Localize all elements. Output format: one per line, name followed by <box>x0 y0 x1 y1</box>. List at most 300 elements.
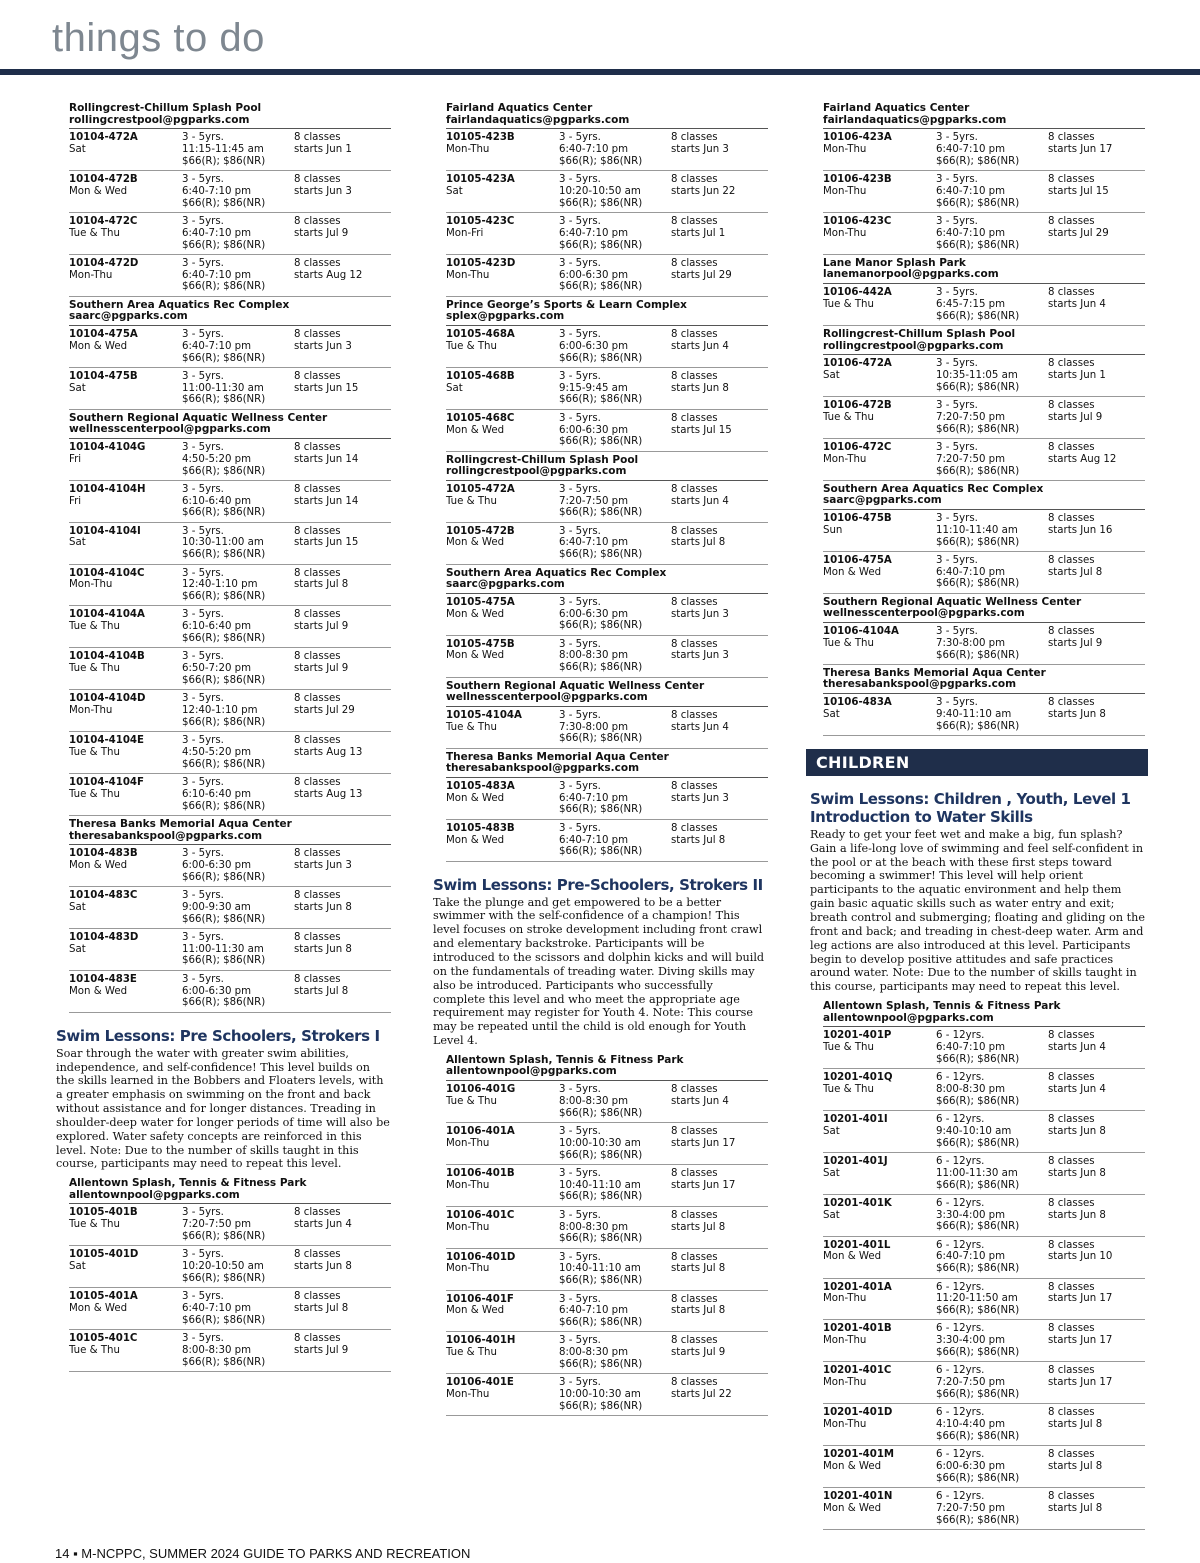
venue-header <box>823 998 1145 1027</box>
class-id: 10106-423C <box>823 215 892 227</box>
class-id-cell <box>69 1249 182 1284</box>
class-schedule-cell <box>1048 513 1145 548</box>
class-time: 6:00-6:30 pm <box>182 859 252 871</box>
class-days: Sat <box>823 1167 840 1179</box>
class-count: 8 classes <box>1048 512 1095 524</box>
class-id: 10105-468A <box>446 328 515 340</box>
class-schedule-cell <box>294 609 391 644</box>
venue-header <box>446 297 768 326</box>
class-count: 8 classes <box>671 328 718 340</box>
class-id: 10106-475B <box>823 512 892 524</box>
class-days: Mon & Wed <box>823 1251 882 1263</box>
class-id-cell <box>823 1491 936 1526</box>
class-start: starts Jul 1 <box>671 227 726 239</box>
class-start: starts Jun 17 <box>1048 1335 1113 1347</box>
class-count: 8 classes <box>671 638 718 650</box>
class-id-cell <box>69 442 182 477</box>
class-fee: $66(R); $86(NR) <box>182 633 266 645</box>
class-listing-row <box>446 1291 768 1333</box>
class-days: Tue & Thu <box>823 1083 874 1095</box>
class-details-cell <box>559 1126 671 1161</box>
class-start: starts Jul 22 <box>671 1389 732 1401</box>
class-time: 9:40-11:10 am <box>936 708 1012 720</box>
class-listing-row <box>69 255 391 297</box>
class-id: 10104-483D <box>69 931 139 943</box>
class-count: 8 classes <box>1048 174 1095 186</box>
class-id: 10106-472C <box>823 441 892 453</box>
class-details-cell <box>182 132 294 167</box>
class-fee: $66(R); $86(NR) <box>559 281 643 293</box>
class-time: 6:45-7:15 pm <box>936 298 1006 310</box>
class-count: 8 classes <box>671 822 718 834</box>
venue-header <box>823 255 1145 284</box>
class-id: 10105-423D <box>446 257 516 269</box>
class-schedule-cell <box>294 132 391 167</box>
class-listing-row <box>69 481 391 523</box>
class-id: 10106-472B <box>823 400 892 412</box>
class-days: Mon-Thu <box>446 1263 490 1275</box>
class-details-cell <box>559 1335 671 1370</box>
class-listing-row <box>69 929 391 971</box>
class-age: 3 - 5yrs. <box>559 174 601 186</box>
class-time: 10:40-11:10 am <box>559 1263 641 1275</box>
class-days: Tue & Thu <box>446 340 497 352</box>
class-age: 3 - 5yrs. <box>559 1209 601 1221</box>
class-id: 10104-472B <box>69 174 138 186</box>
class-count: 8 classes <box>671 1209 718 1221</box>
class-schedule-cell <box>1048 1491 1145 1526</box>
class-schedule-cell <box>671 216 768 251</box>
class-age: 3 - 5yrs. <box>182 483 224 495</box>
class-id: 10106-401H <box>446 1335 516 1347</box>
page-footer: 14 ▪ M-NCPPC, SUMMER 2024 GUIDE TO PARKS AND RECREATION <box>55 1546 471 1561</box>
class-start: starts Jun 1 <box>294 143 352 155</box>
class-id: 10201-401J <box>823 1155 888 1167</box>
venue-email: wellnesscenterpool@pgparks.com <box>69 423 271 436</box>
class-count: 8 classes <box>294 1249 341 1261</box>
class-fee: $66(R); $86(NR) <box>559 1400 643 1412</box>
class-start: starts Jul 8 <box>294 1303 349 1315</box>
class-fee: $66(R); $86(NR) <box>559 155 643 167</box>
class-time: 8:00-8:30 pm <box>182 1344 252 1356</box>
class-id-cell <box>823 697 936 732</box>
class-id-cell <box>446 823 559 858</box>
class-days: Tue & Thu <box>69 663 120 675</box>
class-details-cell <box>936 697 1048 732</box>
class-listing-row <box>823 1237 1145 1279</box>
class-fee: $66(R); $86(NR) <box>559 549 643 561</box>
class-schedule-cell <box>1048 1365 1145 1400</box>
class-details-cell <box>559 823 671 858</box>
class-id-cell <box>69 174 182 209</box>
class-listing-row <box>69 606 391 648</box>
class-id-cell <box>446 526 559 561</box>
class-id: 10105-483B <box>446 822 515 834</box>
class-age: 6 - 12yrs. <box>936 1323 985 1335</box>
class-schedule-cell <box>1048 1407 1145 1442</box>
class-age: 3 - 5yrs. <box>559 132 601 144</box>
class-listing-row <box>823 213 1145 255</box>
class-time: 7:20-7:50 pm <box>936 1377 1006 1389</box>
venue-name: Allentown Splash, Tennis & Fitness Park <box>446 1053 684 1066</box>
class-schedule-cell <box>294 1249 391 1284</box>
class-time: 10:35-11:05 am <box>936 369 1018 381</box>
venue-email: wellnesscenterpool@pgparks.com <box>446 691 648 704</box>
class-schedule-cell <box>294 735 391 770</box>
class-time: 6:10-6:40 pm <box>182 788 252 800</box>
class-days: Sat <box>823 1209 840 1221</box>
class-days: Tue & Thu <box>69 621 120 633</box>
venue-name: Allentown Splash, Tennis & Fitness Park <box>69 1177 307 1190</box>
class-id-cell <box>69 1333 182 1368</box>
class-id-cell <box>823 555 936 590</box>
class-id-cell <box>823 1030 936 1065</box>
class-days: Mon-Thu <box>69 269 113 281</box>
class-schedule-cell <box>294 890 391 925</box>
class-listing-row <box>69 1246 391 1288</box>
class-start: starts Jun 8 <box>294 901 352 913</box>
class-schedule-cell <box>1048 174 1145 209</box>
class-id-cell <box>823 1156 936 1191</box>
class-listing-row <box>69 732 391 774</box>
class-time: 6:40-7:10 pm <box>936 566 1006 578</box>
class-fee: $66(R); $86(NR) <box>182 800 266 812</box>
class-id: 10201-401N <box>823 1491 893 1503</box>
class-start: starts Jul 8 <box>294 985 349 997</box>
class-schedule-cell <box>671 597 768 632</box>
class-details-cell <box>182 1249 294 1284</box>
venue-name: Theresa Banks Memorial Aqua Center <box>69 817 292 830</box>
class-id-cell <box>446 639 559 674</box>
class-listing-row <box>446 636 768 678</box>
class-age: 3 - 5yrs. <box>182 735 224 747</box>
class-time: 6:40-7:10 pm <box>559 792 629 804</box>
class-id-cell <box>823 1240 936 1275</box>
class-fee: $66(R); $86(NR) <box>936 1305 1020 1317</box>
class-days: Mon-Thu <box>823 185 867 197</box>
class-details-cell <box>936 1114 1048 1149</box>
class-fee: $66(R); $86(NR) <box>559 733 643 745</box>
class-days: Mon-Thu <box>823 1335 867 1347</box>
venue-email: allentownpool@pgparks.com <box>446 1065 617 1078</box>
class-start: starts Jun 10 <box>1048 1251 1113 1263</box>
class-details-cell <box>936 1491 1048 1526</box>
class-id: 10105-401B <box>69 1207 138 1219</box>
class-days: Mon & Wed <box>823 1502 882 1514</box>
class-count: 8 classes <box>671 174 718 186</box>
class-id-cell <box>446 597 559 632</box>
class-time: 11:20-11:50 am <box>936 1293 1018 1305</box>
class-age: 3 - 5yrs. <box>182 651 224 663</box>
class-count: 8 classes <box>294 132 341 144</box>
venue-name: Fairland Aquatics Center fairlandaquatics@pgparks.com <box>446 102 630 126</box>
class-id-cell <box>446 413 559 448</box>
class-id-cell <box>446 1377 559 1412</box>
class-age: 3 - 5yrs. <box>559 596 601 608</box>
class-details-cell <box>182 371 294 406</box>
class-listing-row <box>823 510 1145 552</box>
class-age: 3 - 5yrs. <box>559 1293 601 1305</box>
class-fee: $66(R); $86(NR) <box>182 155 266 167</box>
class-listing-row <box>446 707 768 749</box>
class-fee: $66(R); $86(NR) <box>559 804 643 816</box>
class-count: 8 classes <box>671 780 718 792</box>
class-id-cell <box>69 568 182 603</box>
class-details-cell <box>936 1407 1048 1442</box>
venue-name: Rollingcrest-Chillum Splash Pool <box>69 102 262 114</box>
class-start: starts Jul 9 <box>1048 411 1103 423</box>
class-start: starts Jun 1 <box>1048 369 1106 381</box>
class-age: 3 - 5yrs. <box>559 1167 601 1179</box>
venue-email: saarc@pgparks.com <box>69 310 188 323</box>
class-id-cell <box>823 1198 936 1233</box>
class-days: Mon-Thu <box>823 1293 867 1305</box>
class-schedule-cell <box>1048 216 1145 251</box>
class-age: 3 - 5yrs. <box>559 412 601 424</box>
class-count: 8 classes <box>1048 1155 1095 1167</box>
class-details-cell <box>182 693 294 728</box>
venue-header <box>69 1175 391 1204</box>
class-details-cell <box>936 1323 1048 1358</box>
venue-header <box>446 1052 768 1081</box>
class-id: 10201-401P <box>823 1030 892 1042</box>
class-start: starts Jul 8 <box>671 1221 726 1233</box>
class-listing-row <box>823 1279 1145 1321</box>
class-time: 6:10-6:40 pm <box>182 495 252 507</box>
class-listing-row <box>823 1446 1145 1488</box>
venue-email: theresabankspool@pgparks.com <box>69 829 263 842</box>
class-days: Tue & Thu <box>69 1219 120 1231</box>
class-days: Sat <box>446 185 463 197</box>
class-fee: $66(R); $86(NR) <box>559 620 643 632</box>
class-age: 3 - 5yrs. <box>936 287 978 299</box>
class-start: starts Jun 4 <box>671 340 729 352</box>
class-details-cell <box>559 1377 671 1412</box>
class-id: 10201-401I <box>823 1114 888 1126</box>
class-count: 8 classes <box>671 215 718 227</box>
class-count: 8 classes <box>294 567 341 579</box>
class-time: 6:40-7:10 pm <box>182 185 252 197</box>
class-age: 6 - 12yrs. <box>936 1281 985 1293</box>
class-fee: $66(R); $86(NR) <box>559 1359 643 1370</box>
class-id-cell <box>446 1252 559 1287</box>
class-time: 9:40-10:10 am <box>936 1125 1012 1137</box>
class-id: 10105-472A <box>446 483 515 495</box>
class-age: 3 - 5yrs. <box>559 780 601 792</box>
class-time: 3:30-4:00 pm <box>936 1335 1006 1347</box>
class-schedule-cell <box>1048 1240 1145 1275</box>
class-details-cell <box>936 216 1048 251</box>
class-id-cell <box>446 1210 559 1245</box>
class-days: Mon-Thu <box>823 143 867 155</box>
class-start: starts Jul 8 <box>671 834 726 846</box>
class-count: 8 classes <box>1048 697 1095 709</box>
class-start: starts Jun 8 <box>671 382 729 394</box>
class-schedule-cell <box>294 1207 391 1242</box>
venue-header <box>823 481 1145 510</box>
class-details-cell <box>182 1333 294 1368</box>
class-start: starts Jun 4 <box>1048 1083 1106 1095</box>
class-age: 6 - 12yrs. <box>936 1449 985 1461</box>
class-time: 8:00-8:30 pm <box>559 1347 629 1359</box>
class-id: 10106-401C <box>446 1209 515 1221</box>
class-age: 3 - 5yrs. <box>182 693 224 705</box>
class-start: starts Jun 4 <box>671 721 729 733</box>
class-age: 3 - 5yrs. <box>559 1125 601 1137</box>
class-id: 10105-401D <box>69 1249 139 1261</box>
class-start: starts Jun 4 <box>294 1219 352 1231</box>
class-id: 10201-401Q <box>823 1072 893 1084</box>
class-days: Mon & Wed <box>446 792 505 804</box>
class-days: Tue & Thu <box>823 411 874 423</box>
class-days: Sat <box>69 901 86 913</box>
class-count: 8 classes <box>294 777 341 789</box>
class-details-cell <box>182 651 294 686</box>
class-age: 3 - 5yrs. <box>559 1335 601 1347</box>
class-age: 3 - 5yrs. <box>182 1207 224 1219</box>
class-start: starts Jun 3 <box>294 340 352 352</box>
class-listing-row <box>446 1249 768 1291</box>
class-schedule-cell <box>671 1126 768 1161</box>
class-time: 11:00-11:30 am <box>936 1167 1018 1179</box>
class-id-cell <box>69 258 182 293</box>
class-fee: $66(R); $86(NR) <box>936 1347 1020 1359</box>
class-age: 3 - 5yrs. <box>559 370 601 382</box>
class-id-cell <box>823 1449 936 1484</box>
class-schedule-cell <box>1048 555 1145 590</box>
class-schedule-cell <box>294 974 391 1009</box>
class-details-cell <box>559 1294 671 1329</box>
venue-email: saarc@pgparks.com <box>446 578 565 591</box>
class-fee: $66(R); $86(NR) <box>936 1221 1020 1233</box>
class-days: Sat <box>823 1125 840 1137</box>
class-id-cell <box>69 484 182 519</box>
class-age: 3 - 5yrs. <box>936 358 978 370</box>
class-count: 8 classes <box>294 525 341 537</box>
class-details-cell <box>936 555 1048 590</box>
class-start: starts Jul 9 <box>671 1347 726 1359</box>
class-listing-row <box>823 355 1145 397</box>
class-count: 8 classes <box>1048 132 1095 144</box>
class-count: 8 classes <box>294 328 341 340</box>
class-schedule-cell <box>671 329 768 364</box>
class-id: 10104-475A <box>69 328 138 340</box>
class-time: 6:00-6:30 pm <box>559 340 629 352</box>
class-start: starts Jul 9 <box>294 1344 349 1356</box>
class-count: 8 classes <box>671 709 718 721</box>
class-id: 10106-401E <box>446 1377 514 1389</box>
class-count: 8 classes <box>671 1293 718 1305</box>
header-rule <box>0 69 1200 75</box>
class-time: 6:40-7:10 pm <box>559 143 629 155</box>
class-schedule-cell <box>294 526 391 561</box>
class-start: starts Jun 8 <box>1048 1167 1106 1179</box>
class-id: 10104-475B <box>69 370 138 382</box>
venue-email: saarc@pgparks.com <box>823 494 942 507</box>
class-days: Mon-Thu <box>823 1377 867 1389</box>
class-days: Sat <box>69 1261 86 1273</box>
venue-header <box>69 410 391 439</box>
class-days: Mon-Thu <box>446 1389 490 1401</box>
class-id-cell <box>823 216 936 251</box>
class-age: 3 - 5yrs. <box>182 1333 224 1345</box>
class-schedule-cell <box>1048 1449 1145 1484</box>
class-days: Tue & Thu <box>446 1095 497 1107</box>
class-age: 3 - 5yrs. <box>182 931 224 943</box>
class-time: 6:40-7:10 pm <box>182 340 252 352</box>
class-schedule-cell <box>671 1294 768 1329</box>
class-schedule-cell <box>294 329 391 364</box>
class-start: starts Jun 15 <box>294 537 359 549</box>
class-fee: $66(R); $86(NR) <box>559 352 643 364</box>
class-id-cell <box>69 890 182 925</box>
class-fee: $66(R); $86(NR) <box>936 197 1020 209</box>
class-details-cell <box>936 132 1048 167</box>
class-time: 12:40-1:10 pm <box>182 705 258 717</box>
class-start: starts Jun 8 <box>294 943 352 955</box>
class-count: 8 classes <box>671 596 718 608</box>
class-count: 8 classes <box>294 370 341 382</box>
class-start: starts Jun 3 <box>671 143 729 155</box>
class-schedule-cell <box>671 371 768 406</box>
class-days: Mon & Wed <box>446 834 505 846</box>
class-time: 6:40-7:10 pm <box>559 1305 629 1317</box>
class-count: 8 classes <box>294 931 341 943</box>
class-details-cell <box>559 1084 671 1119</box>
class-id: 10201-401C <box>823 1365 892 1377</box>
class-listing-row <box>446 326 768 368</box>
class-fee: $66(R); $86(NR) <box>936 1514 1020 1526</box>
class-fee: $66(R); $86(NR) <box>182 997 266 1009</box>
class-time: 6:40-7:10 pm <box>559 537 629 549</box>
class-listing-row <box>823 1153 1145 1195</box>
class-start: starts Jun 17 <box>671 1137 736 1149</box>
class-details-cell <box>182 1207 294 1242</box>
class-fee: $66(R); $86(NR) <box>182 465 266 477</box>
class-listing-row <box>69 523 391 565</box>
class-time: 6:00-6:30 pm <box>559 608 629 620</box>
class-id: 10104-4104C <box>69 567 145 579</box>
class-days: Mon & Wed <box>446 608 505 620</box>
class-age: 3 - 5yrs. <box>182 132 224 144</box>
class-details-cell <box>936 1449 1048 1484</box>
class-id-cell <box>69 132 182 167</box>
venue-email: rollingcrestpool@pgparks.com <box>823 339 1004 352</box>
class-details-cell <box>936 1240 1048 1275</box>
class-schedule-cell <box>294 484 391 519</box>
class-start: starts Jun 16 <box>1048 524 1113 536</box>
class-schedule-cell <box>294 174 391 209</box>
class-schedule-cell <box>671 174 768 209</box>
class-id: 10104-4104D <box>69 693 146 705</box>
class-time: 6:00-6:30 pm <box>936 1460 1006 1472</box>
class-time: 8:00-8:30 pm <box>559 1095 629 1107</box>
class-id: 10106-483A <box>823 697 892 709</box>
class-count: 8 classes <box>294 1291 341 1303</box>
class-details-cell <box>936 358 1048 393</box>
class-count: 8 classes <box>671 525 718 537</box>
class-start: starts Jul 8 <box>1048 1460 1103 1472</box>
venue-email: allentownpool@pgparks.com <box>823 1011 994 1024</box>
class-count: 8 classes <box>294 483 341 495</box>
class-schedule-cell <box>294 693 391 728</box>
class-fee: $66(R); $86(NR) <box>182 674 266 686</box>
class-fee: $66(R); $86(NR) <box>182 955 266 967</box>
class-id-cell <box>823 1407 936 1442</box>
class-listing-row <box>446 129 768 171</box>
class-count: 8 classes <box>671 1167 718 1179</box>
class-id-cell <box>446 174 559 209</box>
